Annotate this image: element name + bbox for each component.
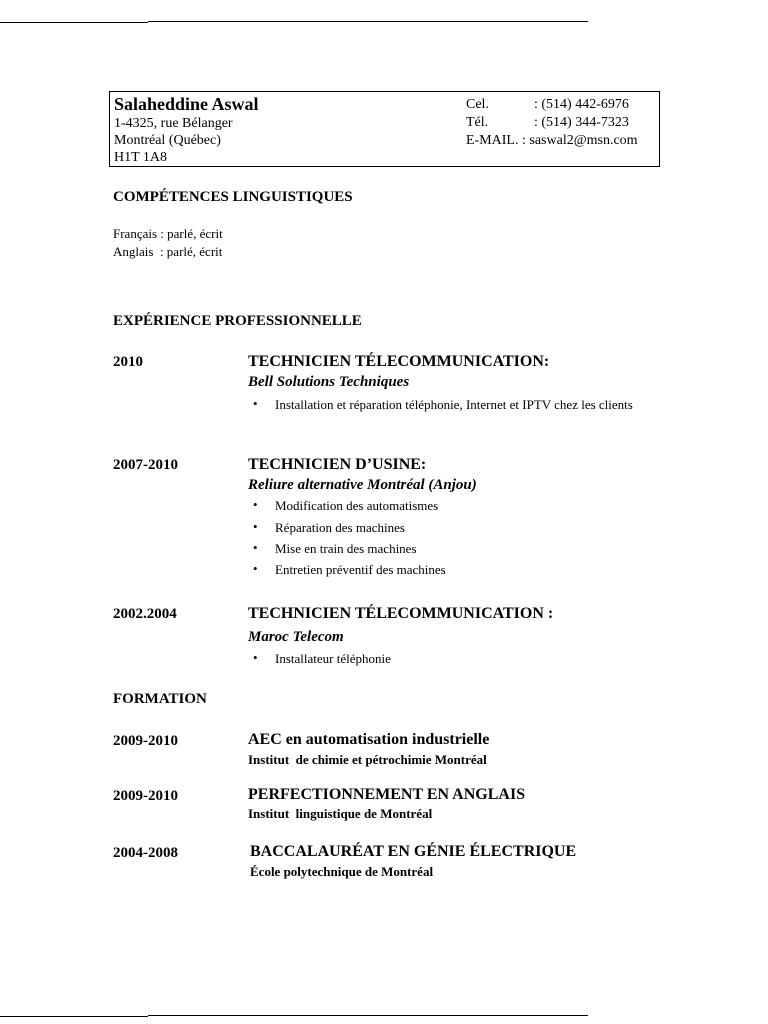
bullet-icon: • <box>253 561 258 576</box>
education-1-years: 2009-2010 <box>113 733 178 749</box>
cel-label: Cel. <box>466 97 489 112</box>
experience-2-bullet-2: Réparation des machines <box>275 520 405 535</box>
experience-3-bullet-1: Installateur téléphonie <box>275 651 391 666</box>
language-french: Français : parlé, écrit <box>113 226 223 241</box>
top-rule-left <box>0 22 148 23</box>
experience-2-years: 2007-2010 <box>113 457 178 473</box>
experience-3-years: 2002.2004 <box>113 606 177 622</box>
education-3-years: 2004-2008 <box>113 845 178 861</box>
experience-1-bullet-1: Installation et réparation téléphonie, Internet et IPTV chez les clients <box>275 397 633 412</box>
candidate-name: Salaheddine Aswal <box>114 94 259 114</box>
email-value: : saswal2@msn.com <box>522 133 638 148</box>
cel-value: : (514) 442-6976 <box>534 97 629 112</box>
email-label: E-MAIL. <box>466 133 519 148</box>
tel-label: Tél. <box>466 115 489 130</box>
bottom-rule-right <box>148 1015 588 1016</box>
experience-3-title: TECHNICIEN TÉLECOMMUNICATION : <box>248 605 554 622</box>
experience-2-org: Reliure alternative Montréal (Anjou) <box>248 477 477 493</box>
address-line-2: Montréal (Québec) <box>114 133 221 148</box>
tel-row <box>466 115 629 131</box>
experience-2-bullet-3: Mise en train des machines <box>275 541 417 556</box>
cel-row <box>466 97 629 113</box>
experience-1-title: TECHNICIEN TÉLECOMMUNICATION: <box>248 353 550 370</box>
education-heading: FORMATION <box>113 691 207 707</box>
bullet-icon: • <box>253 650 258 665</box>
experience-3-org: Maroc Telecom <box>248 629 344 645</box>
experience-2-bullet-1: Modification des automatismes <box>275 498 439 513</box>
education-3-school: École polytechnique de Montréal <box>250 864 434 879</box>
bullet-icon: • <box>253 519 258 534</box>
address-line-3: H1T 1A8 <box>114 150 168 165</box>
education-3-title: BACCALAURÉAT EN GÉNIE ÉLECTRIQUE <box>250 843 577 860</box>
bullet-icon: • <box>253 396 258 411</box>
address-line-1: 1-4325, rue Bélanger <box>114 116 233 131</box>
experience-1-years: 2010 <box>113 354 143 370</box>
education-2-school: Institut linguistique de Montréal <box>248 806 433 821</box>
experience-1-org: Bell Solutions Techniques <box>248 374 410 390</box>
tel-value: : (514) 344-7323 <box>534 115 629 130</box>
email-row <box>466 133 638 149</box>
bottom-rule-left <box>0 1016 148 1017</box>
bullet-icon: • <box>253 497 258 512</box>
experience-2-title: TECHNICIEN D’USINE: <box>248 456 427 473</box>
languages-heading: COMPÉTENCES LINGUISTIQUES <box>113 189 353 205</box>
education-2-title: PERFECTIONNEMENT EN ANGLAIS <box>248 786 526 803</box>
experience-heading: EXPÉRIENCE PROFESSIONNELLE <box>113 313 362 329</box>
education-2-years: 2009-2010 <box>113 788 178 804</box>
education-1-title: AEC en automatisation industrielle <box>248 731 490 748</box>
experience-2-bullet-4: Entretien préventif des machines <box>275 562 446 577</box>
education-1-school: Institut de chimie et pétrochimie Montréal <box>248 752 487 767</box>
contact-box <box>109 91 660 167</box>
language-english: Anglais : parlé, écrit <box>113 244 223 259</box>
top-rule-right <box>148 21 588 22</box>
bullet-icon: • <box>253 540 258 555</box>
